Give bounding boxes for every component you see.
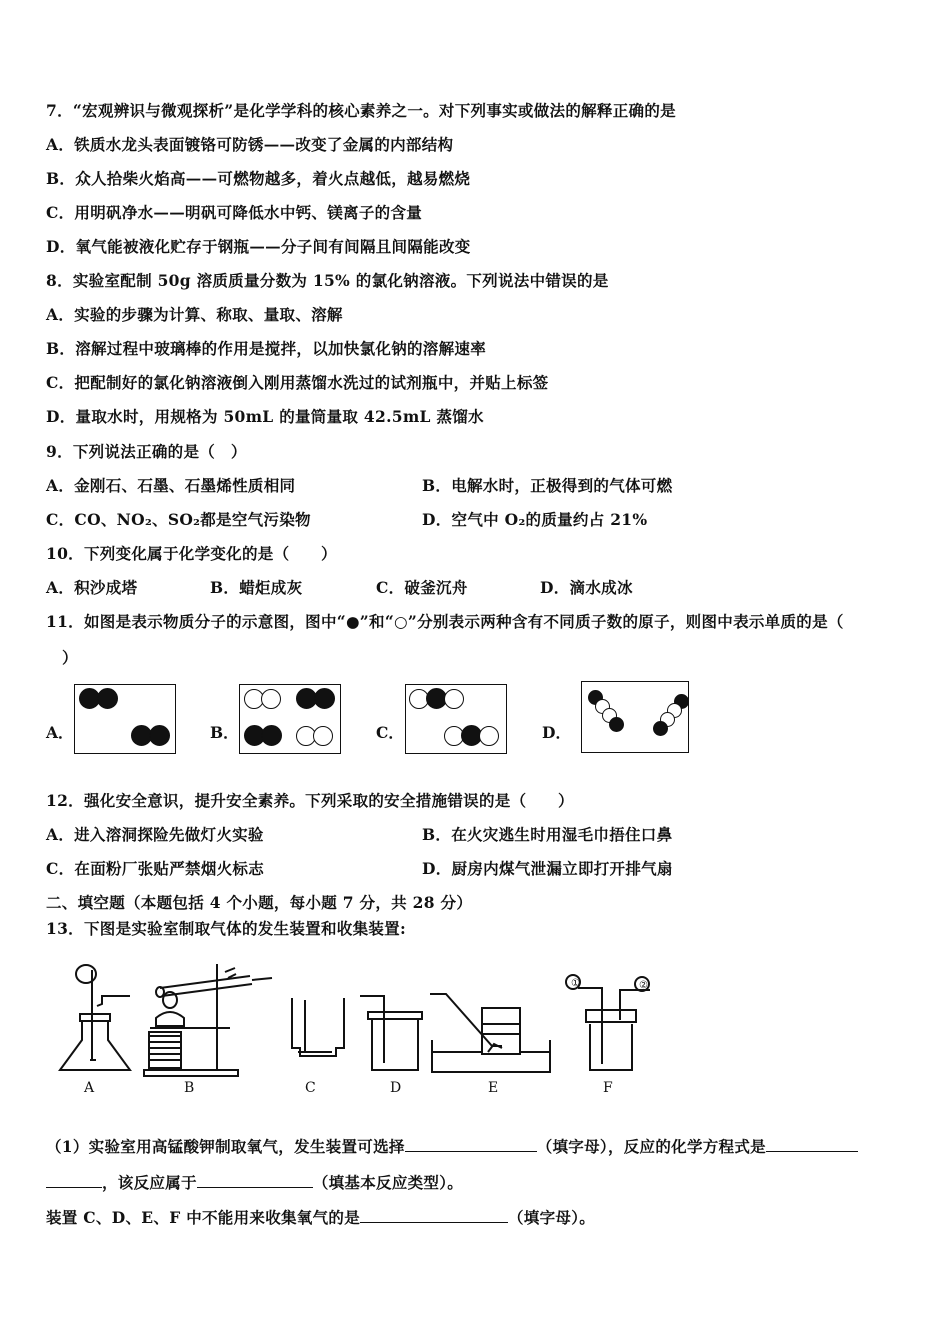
q10-stem: 10．下列变化属于化学变化的是（ ）: [46, 544, 337, 563]
q9-option-b: B．电解水时，正极得到的气体可燃: [422, 476, 673, 495]
apparatus-label-f: F: [603, 1080, 613, 1096]
apparatus-label-e: E: [488, 1080, 499, 1096]
apparatus-label-a: A: [84, 1080, 95, 1096]
white-atom: [313, 726, 333, 746]
black-atom: [261, 725, 282, 746]
black-atom: [314, 688, 335, 709]
apparatus-e-water-displacement: [430, 994, 550, 1072]
q9-row2: [46, 510, 906, 530]
section-heading: 二、填空题（本题包括 4 个小题，每小题 7 分，共 28 分）: [46, 893, 473, 912]
apparatus-d-downward-air: [360, 996, 422, 1070]
port-label-1: ①: [571, 978, 580, 989]
answer-blank-equation-cont[interactable]: [46, 1187, 102, 1188]
answer-blank-apparatus[interactable]: [405, 1151, 537, 1152]
q11-diagram-c: [405, 684, 507, 754]
q9-option-d: D．空气中 O₂的质量约占 21%: [422, 510, 648, 529]
answer-blank-collection[interactable]: [360, 1222, 508, 1223]
q7-option-d: D．氧气能被液化贮存于钢瓶——分子间有间隔且间隔能改变: [46, 237, 471, 256]
q10-option-d: D．滴水成冰: [540, 578, 633, 597]
q9-option-c: C．CO、NO₂、SO₂都是空气污染物: [46, 510, 311, 529]
q13-part1-line1: [46, 1137, 858, 1157]
q7-option-b: B．众人拾柴火焰高——可燃物越多，着火点越低，越易燃烧: [46, 169, 471, 188]
q8-option-d: D．量取水时，用规格为 50mL 的量筒量取 42.5mL 蒸馏水: [46, 407, 484, 426]
apparatus-a-flask: [60, 965, 130, 1070]
q11-label-b: B．: [210, 723, 239, 742]
q13-p1-text2: （填字母），反应的化学方程式是: [536, 1137, 766, 1156]
q8-stem: 8．实验室配制 50g 溶质质量分数为 15% 的氯化钠溶液。下列说法中错误的是: [46, 271, 609, 290]
q12-stem: 12．强化安全意识，提升安全素养。下列采取的安全措施错误的是（ ）: [46, 791, 574, 810]
white-atom: [261, 689, 281, 709]
q11-diagram-d: [581, 681, 689, 753]
black-atom: [97, 688, 118, 709]
q7-option-a: A．铁质水龙头表面镀铬可防锈——改变了金属的内部结构: [46, 135, 454, 154]
q11-label-d: D．: [542, 723, 571, 742]
q11-diagram-b: [239, 684, 341, 754]
black-atom: [609, 717, 624, 732]
black-atom: [149, 725, 170, 746]
lab-apparatus-figure: [50, 948, 700, 1098]
q12-row1: [46, 825, 906, 845]
q11-label-c: C．: [376, 723, 404, 742]
q11-stem-end: ）: [62, 648, 78, 667]
q12-option-b: B．在火灾逃生时用湿毛巾捂住口鼻: [422, 825, 673, 844]
q13-p2-text1: 装置 C、D、E、F 中不能用来收集氧气的是: [46, 1208, 360, 1227]
q10-option-b: B．蜡炬成灰: [210, 578, 303, 597]
q9-row1: [46, 476, 906, 496]
apparatus-c-upward-air: [292, 998, 344, 1056]
q12-option-a: A．进入溶洞探险先做灯火实验: [46, 825, 264, 844]
apparatus-b-heating: [144, 964, 272, 1076]
q12-option-c: C．在面粉厂张贴严禁烟火标志: [46, 859, 265, 878]
q11-stem: 11．如图是表示物质分子的示意图，图中“●”和“○”分别表示两种含有不同质子数的原子，则图中表示单质的是（: [46, 612, 844, 631]
apparatus-label-b: B: [184, 1080, 195, 1096]
q13-part2: [46, 1208, 595, 1228]
q11-diagram-a: [74, 684, 176, 754]
q13-p1-text3: ，该反应属于: [102, 1173, 197, 1192]
q13-stem: 13．下图是实验室制取气体的发生装置和收集装置:: [46, 919, 406, 938]
port-label-2: ②: [639, 980, 648, 991]
white-atom: [479, 726, 499, 746]
q9-option-a: A．金刚石、石墨、石墨烯性质相同: [46, 476, 296, 495]
apparatus-f-double-port: [566, 975, 650, 1070]
q8-option-c: C．把配制好的氯化钠溶液倒入刚用蒸馏水洗过的试剂瓶中，并贴上标签: [46, 373, 549, 392]
apparatus-label-c: C: [305, 1080, 316, 1096]
black-atom: [653, 721, 668, 736]
q11-label-a: A．: [46, 723, 74, 742]
q12-option-d: D．厨房内煤气泄漏立即打开排气扇: [422, 859, 673, 878]
q8-option-a: A．实验的步骤为计算、称取、量取、溶解: [46, 305, 343, 324]
q13-p1-text1: （1）实验室用高锰酸钾制取氧气，发生装置可选择: [46, 1137, 405, 1156]
q13-part1-line2: [46, 1173, 463, 1193]
white-atom: [444, 689, 464, 709]
q13-p1-text4: （填基本反应类型）。: [312, 1173, 464, 1192]
apparatus-label-d: D: [390, 1080, 402, 1096]
answer-blank-equation[interactable]: [766, 1151, 858, 1152]
q8-option-b: B．溶解过程中玻璃棒的作用是搅拌，以加快氯化钠的溶解速率: [46, 339, 487, 358]
q10-option-c: C．破釜沉舟: [376, 578, 468, 597]
q7-option-c: C．用明矾净水——明矾可降低水中钙、镁离子的含量: [46, 203, 423, 222]
q12-row2: [46, 859, 906, 879]
answer-blank-reaction-type[interactable]: [197, 1187, 313, 1188]
q10-option-a: A．积沙成塔: [46, 578, 138, 597]
q7-stem: 7．“宏观辨识与微观探析”是化学学科的核心素养之一。对下列事实或做法的解释正确的是: [46, 101, 676, 120]
q13-p2-text2: （填字母）。: [508, 1208, 596, 1227]
q9-stem: 9．下列说法正确的是（ ）: [46, 442, 247, 461]
